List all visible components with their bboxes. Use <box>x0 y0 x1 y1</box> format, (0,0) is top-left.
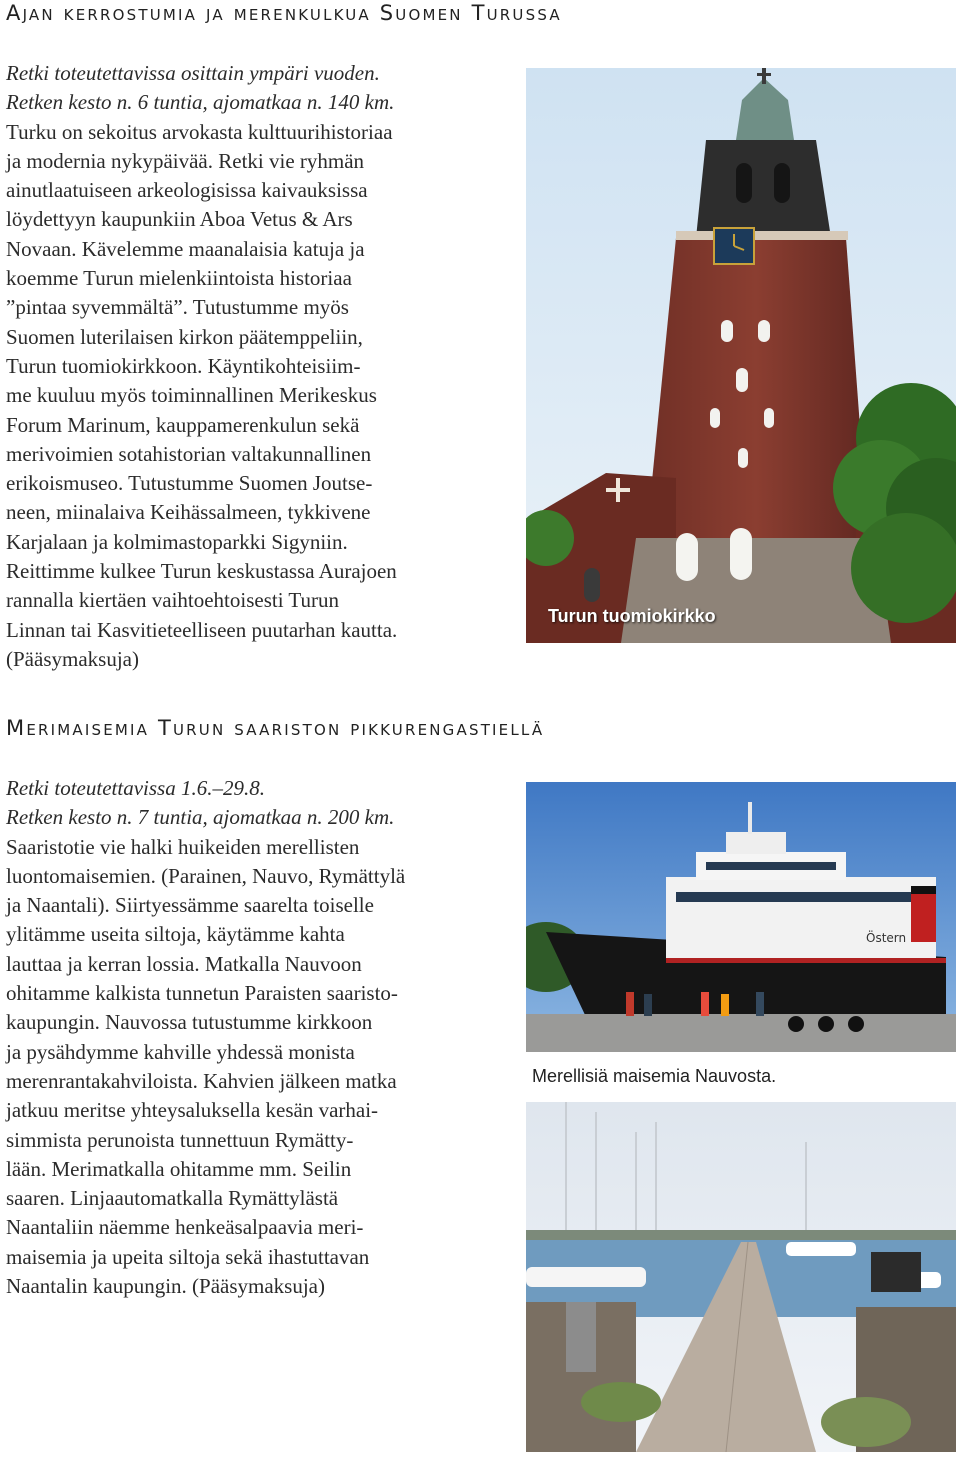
section2-body-line: Saaristotie vie halki huikeiden merellisten <box>6 834 360 859</box>
section1-body-line: koemme Turun mielenkiintoista historiaa <box>6 266 352 291</box>
ferry-ship-name: Östern <box>866 931 907 945</box>
section2-intro-line: Retken kesto n. 7 tuntia, ajomatkaa n. 200 km. <box>6 805 395 830</box>
section1-body-line: Reittimme kulkee Turun keskustassa Aurajoen <box>6 559 397 584</box>
section2-body-line: Naantaliin näemme henkeäsalpaavia meri- <box>6 1215 364 1240</box>
section1-body-line: (Pääsymaksuja) <box>6 646 139 671</box>
section1-intro-line: Retki toteutettavissa osittain ympäri vuoden. <box>6 61 380 85</box>
section1-body-line: Suomen luterilaisen kirkon päätemppeliin, <box>6 324 363 349</box>
section2-body-line: ohitamme kalkista tunnetun Paraisten saaristo- <box>6 981 398 1006</box>
section1-body-line: Linnan tai Kasvitieteelliseen puutarhan kautta. <box>6 617 398 642</box>
section1-body-line: neen, miinalaiva Keihässalmeen, tykkivene <box>6 500 371 525</box>
section2-body-line: merenrantakahviloista. Kahvien jälkeen matka <box>6 1068 397 1093</box>
section2-body-line: maisemia ja upeita siltoja sekä ihastuttavan <box>6 1244 370 1269</box>
section2-body-line: lauttaa ja kerran lossia. Matkalla Nauvoon <box>6 951 362 976</box>
section1-body-line: Novaan. Kävelemme maanalaisia katuja ja <box>6 236 365 261</box>
section2-intro-line: Retki toteutettavissa 1.6.–29.8. <box>6 776 265 800</box>
section2-body-line: ja pysähdymme kahville yhdessä monista <box>6 1039 355 1064</box>
section2-body-line: jatkuu meritse yhteysaluksella kesän varhai- <box>6 1098 379 1123</box>
harbor-caption: Merellisiä maisemia Nauvosta. <box>532 1066 777 1086</box>
section2-body-line: lään. Merimatkalla ohitamme mm. Seilin <box>6 1156 352 1181</box>
section2-body-line: kaupungin. Nauvossa tutustumme kirkkoon <box>6 1010 373 1035</box>
section1-intro-line: Retken kesto n. 6 tuntia, ajomatkaa n. 140 km. <box>6 90 395 115</box>
section2-body-line: ylitämme useita siltoja, käytämme kahta <box>6 922 345 947</box>
section1-body-line: Karjalaan ja kolmimastoparkki Sigyniin. <box>6 529 348 554</box>
section2-body-line: simmista perunoista tunnettuun Rymätty- <box>6 1127 354 1152</box>
section1-body-line: me kuuluu myös toiminnallinen Merikeskus <box>6 383 377 408</box>
section2-text <box>6 774 405 1301</box>
ferry-photo <box>526 782 956 1052</box>
section1-body-line: löydettyyn kaupunkiin Aboa Vetus & Ars <box>6 207 353 232</box>
section1-body-line: erikoismuseo. Tutustumme Suomen Joutse- <box>6 471 373 496</box>
section1-body-line: Turun tuomiokirkkoon. Käyntikohteisiim- <box>6 353 361 378</box>
section1-body-line: ainutlaatuiseen arkeologisissa kaivauksissa <box>6 178 368 203</box>
section1-heading: Ajan kerrostumia ja merenkulkua Suomen Turussa <box>6 1 562 25</box>
section1-body-line: rannalla kiertäen vaihtoehtoisesti Turun <box>6 588 340 613</box>
section2-heading: Merimaisemia Turun saariston pikkurengastiellä <box>6 716 545 740</box>
section1-body-line: merivoimien sotahistorian valtakunnallinen <box>6 441 372 466</box>
section1-text <box>6 59 397 674</box>
section1-body-line: ”pintaa syvemmältä”. Tutustumme myös <box>6 295 349 320</box>
section1-body-line: ja modernia nykypäivää. Retki vie ryhmän <box>6 148 365 173</box>
section2-body-line: ja Naantali). Siirtyessämme saarelta toiselle <box>6 893 374 918</box>
section2-body-line: Naantalin kaupungin. (Pääsymaksuja) <box>6 1274 325 1299</box>
cathedral-caption: Turun tuomiokirkko <box>548 606 716 626</box>
section2-body-line: saaren. Linjaautomatkalla Rymättylästä <box>6 1186 339 1211</box>
section1-body-line: Forum Marinum, kauppamerenkulun sekä <box>6 412 360 437</box>
cathedral-photo <box>526 68 956 643</box>
section1-body-line: Turku on sekoitus arvokasta kulttuurihistoriaa <box>6 119 393 144</box>
section2-body-line: luontomaisemien. (Parainen, Nauvo, Rymättylä <box>6 863 406 888</box>
pier-photo <box>526 1102 956 1452</box>
